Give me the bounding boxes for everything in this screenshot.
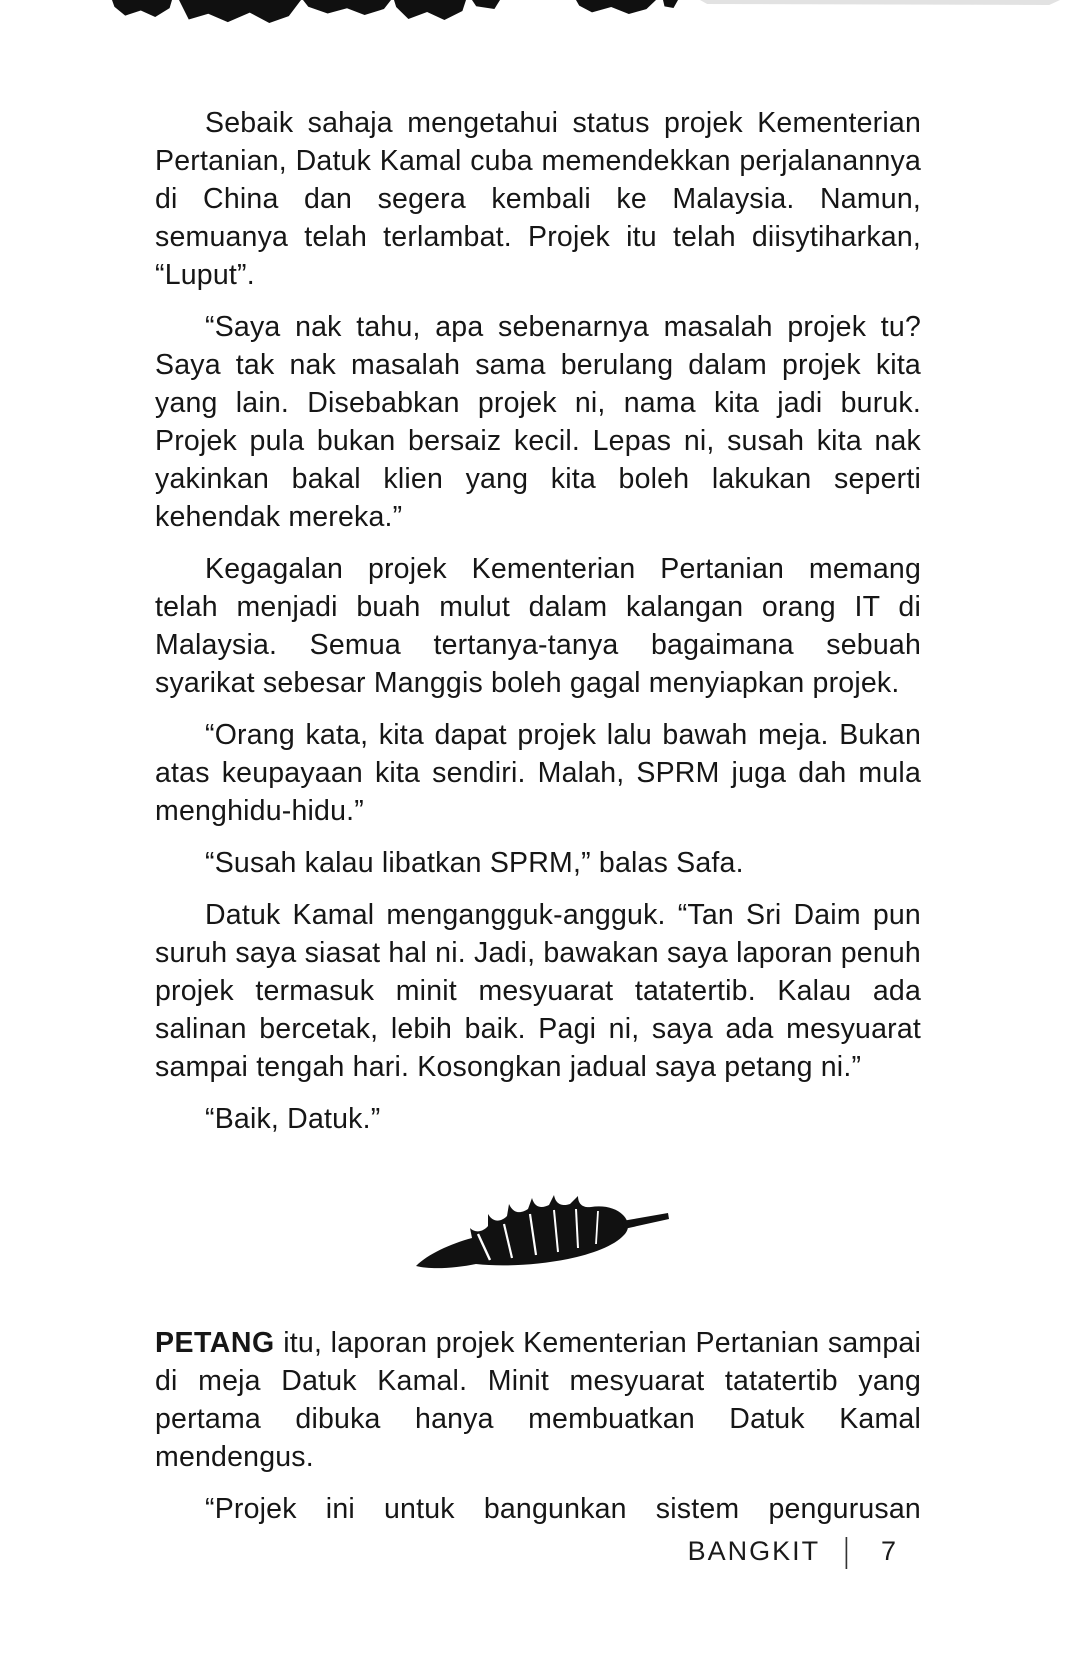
book-title: BANGKIT bbox=[687, 1536, 821, 1566]
leaf-ornament-icon bbox=[408, 1184, 676, 1272]
paragraph-petang bbox=[155, 1324, 921, 1476]
paragraph-1: Sebaik sahaja mengetahui status projek Kementerian Pertanian, Datuk Kamal cuba memendekkan perjalanannya di China dan segera kembali ke Malaysia. Namun, semuanya telah terlambat. Projek itu telah diisytiharkan, “Luput”. bbox=[155, 107, 921, 291]
scan-artifact bbox=[576, 0, 656, 14]
paragraph-4: “Orang kata, kita dapat projek lalu bawah meja. Bukan atas keupayaan kita sendiri. Malah, SPRM juga dah mula menghidu-hidu.” bbox=[155, 719, 921, 827]
footer-separator: | bbox=[843, 1532, 850, 1570]
scan-artifact bbox=[472, 0, 500, 9]
page-footer bbox=[688, 1532, 896, 1571]
paragraph-6: Datuk Kamal mengangguk-angguk. “Tan Sri Daim pun suruh saya siasat hal ni. Jadi, bawakan saya laporan penuh projek termasuk minit mesyuarat tatatertib. Kalau ada salinan bercetak, lebih baik. Pagi ni, saya ada mesyuarat sampai tengah hari. Kosongkan jadual saya petang ni.” bbox=[155, 899, 921, 1083]
paragraph-3: Kegagalan projek Kementerian Pertanian memang telah menjadi buah mulut dalam kalangan orang IT di Malaysia. Semua tertanya-tanya bagaimana sebuah syarikat sebesar Manggis boleh gagal menyiapkan projek. bbox=[155, 553, 921, 699]
paragraph-7: “Baik, Datuk.” bbox=[205, 1103, 381, 1135]
scan-artifact bbox=[394, 0, 466, 20]
paragraph-2: “Saya nak tahu, apa sebenarnya masalah projek tu? Saya tak nak masalah sama berulang dalam projek kita yang lain. Disebabkan projek ni, nama kita jadi buruk. Projek pula bukan bersaiz kecil. Lepas ni, susah kita nak yakinkan bakal klien yang kita boleh lakukan seperti kehendak mereka.” bbox=[155, 311, 921, 533]
section-divider bbox=[155, 1184, 921, 1272]
page-number: 7 bbox=[880, 1536, 896, 1566]
page-text-block bbox=[155, 104, 921, 1542]
scan-artifact bbox=[179, 0, 301, 23]
paragraph-last: “Projek ini untuk bangunkan sistem pengurusan bbox=[205, 1493, 921, 1525]
scan-artifacts bbox=[0, 0, 1080, 48]
scan-artifact bbox=[112, 0, 172, 17]
scan-artifact bbox=[303, 0, 391, 15]
petang-rest: itu, laporan projek Kementerian Pertanian sampai di meja Datuk Kamal. Minit mesyuarat tatatertib yang pertama dibuka hanya membuatkan Datuk Kamal mendengus. bbox=[155, 1327, 921, 1473]
scan-artifact bbox=[663, 0, 678, 8]
scan-artifact bbox=[700, 0, 1060, 5]
paragraph-5: “Susah kalau libatkan SPRM,” balas Safa. bbox=[205, 847, 744, 879]
petang-lead-word: PETANG bbox=[155, 1327, 275, 1359]
